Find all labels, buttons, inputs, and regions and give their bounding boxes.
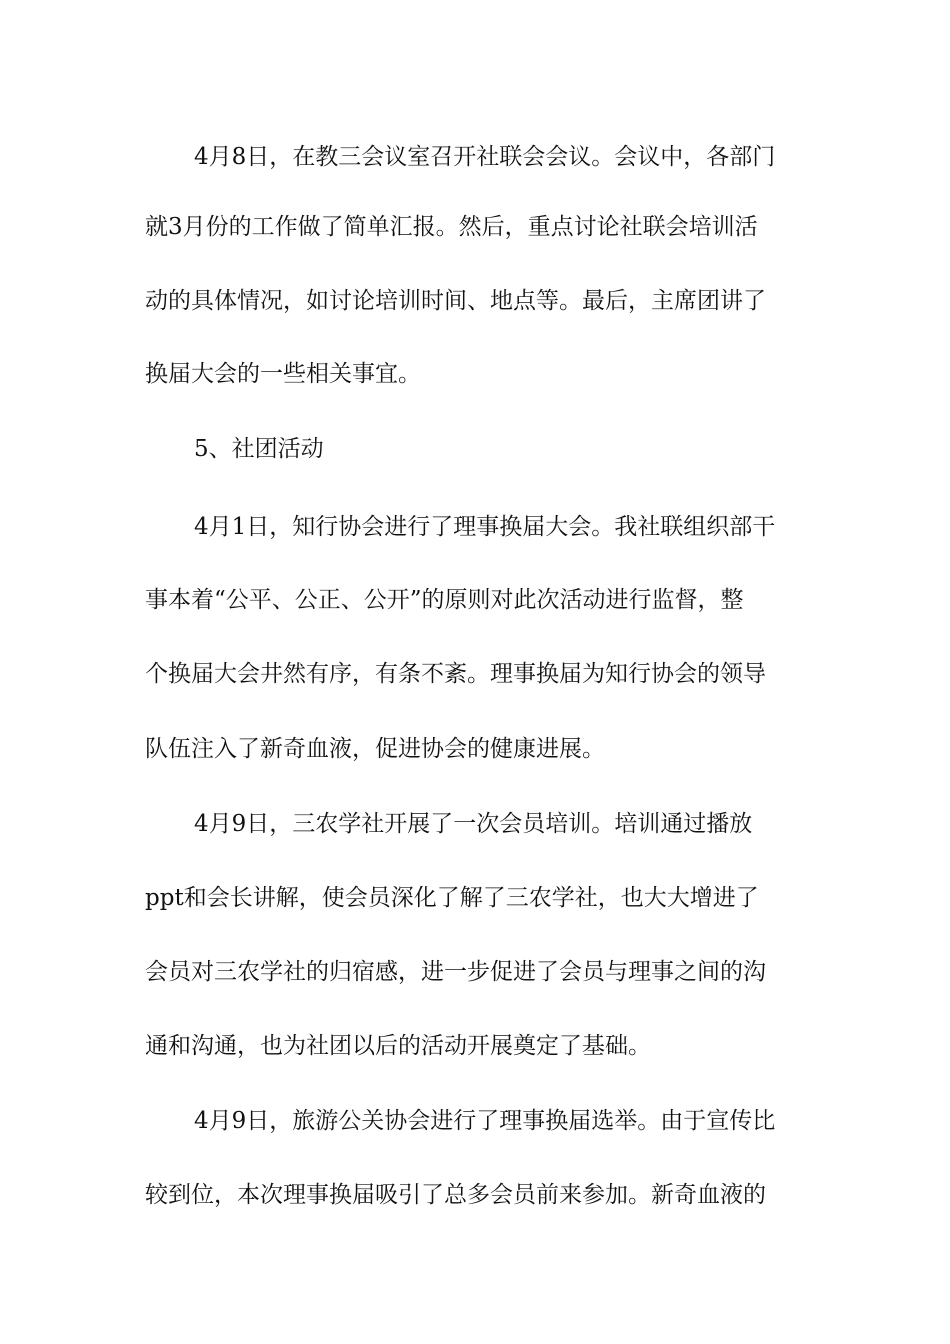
paragraph-4-line-2: 较到位，本次理事换届吸引了总多会员前来参加。新奇血液的 — [145, 1182, 766, 1208]
paragraph-2-line-1: 4月1日，知行协会进行了理事换届大会。我社联组织部干 — [194, 514, 776, 540]
paragraph-2-line-3: 个换届大会井然有序，有条不紊。理事换届为知行协会的领导 — [145, 661, 766, 687]
paragraph-3-line-3: 会员对三农学社的归宿感，进一步促进了会员与理事之间的沟 — [145, 959, 766, 985]
paragraph-3-line-4: 通和沟通，也为社团以后的活动开展奠定了基础。 — [145, 1033, 651, 1059]
paragraph-3-line-2: ppt和会长讲解，使会员深化了解了三农学社，也大大增进了 — [145, 885, 759, 911]
paragraph-4-line-1: 4月9日，旅游公关协会进行了理事换届选举。由于宣传比 — [194, 1108, 776, 1134]
paragraph-1-line-1: 4月8日，在教三会议室召开社联会会议。会议中，各部门 — [194, 144, 776, 170]
paragraph-3-line-1: 4月9日，三农学社开展了一次会员培训。培训通过播放 — [194, 811, 753, 837]
paragraph-1-line-3: 动的具体情况，如讨论培训时间、地点等。最后，主席团讲了 — [145, 288, 766, 314]
paragraph-2-line-4: 队伍注入了新奇血液，促进协会的健康进展。 — [145, 736, 605, 762]
paragraph-2-line-2: 事本着“公平、公正、公开”的原则对此次活动进行监督，整 — [145, 587, 744, 613]
paragraph-1-line-2: 就3月份的工作做了简单汇报。然后，重点讨论社联会培训活 — [145, 214, 758, 240]
section-heading: 5、社团活动 — [194, 436, 324, 462]
paragraph-1-line-4: 换届大会的一些相关事宜。 — [145, 361, 421, 387]
